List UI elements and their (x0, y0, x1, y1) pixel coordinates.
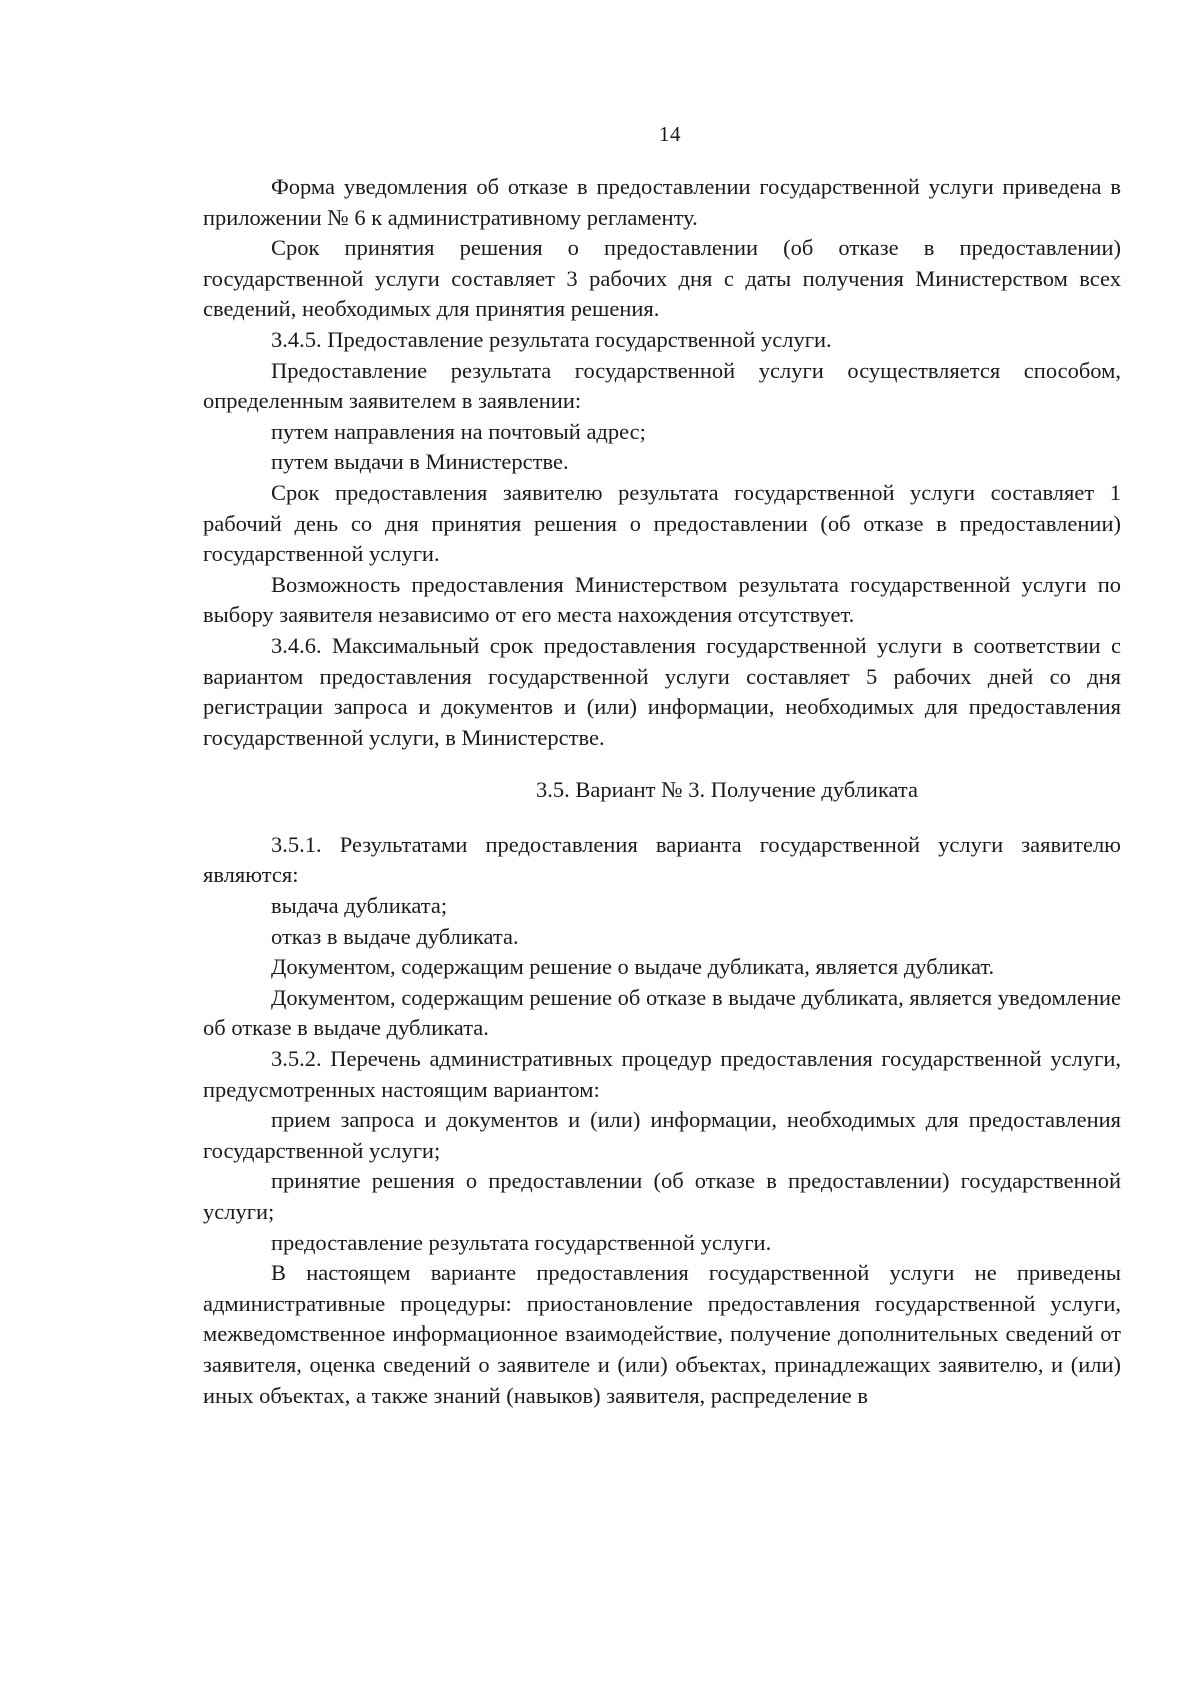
paragraph: Документом, содержащим решение об отказе в выдаче дубликата, является уведомление об отказе в выдаче дубликата. (203, 984, 1121, 1041)
paragraph: В настоящем варианте предоставления государственной услуги не приведены административные процедуры: приостановление предоставления государственной услуги, межведомственное информационное взаимодействие, получение дополнительных сведений от заявителя, оценка сведений о заявителе и (или) объектах, принадлежащих заявителю, и (или) иных объектах, а также знаний (навыков) заявителя, распределение в (203, 1260, 1121, 1408)
list-item: прием запроса и документов и (или) информации, необходимых для предоставления государственной услуги; (203, 1107, 1121, 1163)
paragraph: Возможность предоставления Министерством результата государственной услуги по выбору заявителя независимо от его места нахождения отсутствует. (203, 571, 1121, 628)
page-number: 14 (659, 122, 681, 146)
section-heading: 3.5. Вариант № 3. Получение дубликата (535, 777, 919, 803)
list-item: предоставление результата государственной услуги. (271, 1229, 772, 1255)
list-item: путем направления на почтовый адрес; (271, 418, 646, 444)
paragraph: 3.4.6. Максимальный срок предоставления государственной услуги в соответствии с вариантом предоставления государственной услуги составляет 5 рабочих дней со дня регистрации запроса и документов и (или) информации, необходимых для предоставления государственной услуги, в Министерстве. (203, 632, 1121, 750)
paragraph: 3.5.2. Перечень административных процедур предоставления государственной услуги, предусмотренных настоящим вариантом: (203, 1046, 1121, 1102)
list-item: выдача дубликата; (271, 893, 448, 919)
paragraph: Форма уведомления об отказе в предоставлении государственной услуги приведена в приложении № 6 к административному регламенту. (203, 174, 1121, 230)
list-item: путем выдачи в Министерстве. (271, 449, 569, 475)
paragraph: Срок предоставления заявителю результата государственной услуги составляет 1 рабочий день со дня принятия решения о предоставлении (об отказе в предоставлении) государственной услуги. (203, 479, 1121, 567)
paragraph: Предоставление результата государственной услуги осуществляется способом, определенным заявителем в заявлении: (203, 357, 1121, 414)
document-body (203, 172, 1121, 1411)
paragraph: 3.5.1. Результатами предоставления варианта государственной услуги заявителю являются: (203, 831, 1121, 888)
list-item: принятие решения о предоставлении (об отказе в предоставлении) государственной услуги; (203, 1168, 1121, 1224)
list-item: отказ в выдаче дубликата. (271, 923, 519, 949)
paragraph: Документом, содержащим решение о выдаче дубликата, является дубликат. (271, 954, 995, 980)
section-subheading: 3.4.5. Предоставление результата государственной услуги. (271, 326, 832, 352)
paragraph: Срок принятия решения о предоставлении (об отказе в предоставлении) государственной услуги составляет 3 рабочих дня с даты получения Министерством всех сведений, необходимых для принятия решения. (203, 235, 1121, 322)
